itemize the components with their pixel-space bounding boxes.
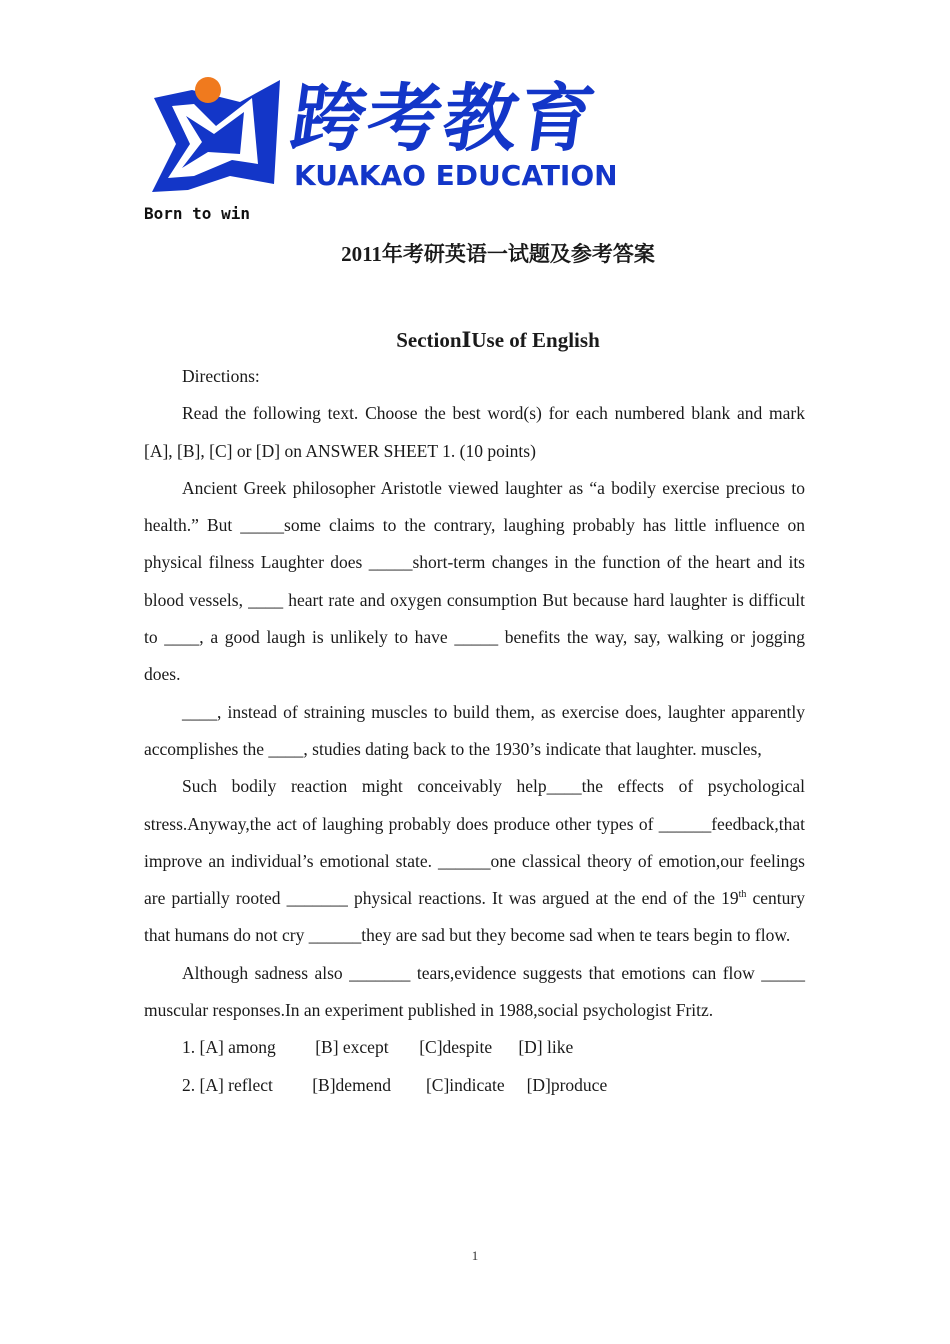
document-title: 2011年考研英语一试题及参考答案 [341, 242, 655, 266]
paragraph-2: ____, instead of straining muscles to build them, as exercise does, laughter apparently accomplishes the ____, studies dating back to the 1930’s indicate that laughter. muscles, [144, 701, 805, 759]
paragraph-1: Ancient Greek philosopher Aristotle viewed laughter as “a bodily exercise precious to health.” But _____some claims to the contrary, laughing probably has little influence on physical filness Laughter does _____short-term changes in the function of the heart and its blood vessels, ____ heart rate and oxygen consumption But because hard laughter is difficult to ____, a good laugh is unlikely to have _____ benefits the way, say, walking or jogging does. [144, 477, 805, 685]
logo-chinese-text: 跨考教育 [285, 76, 602, 162]
paragraph-3-part-a: Such bodily reaction might conceivably help____the effects of psychological stress.Anyway,the act of laughing probably does produce other types of ______feedback,that improve an individual’s emotional state. ______one classical theory of emotion,our feelings are partially rooted _______ physical reactions. It was argued at the end of the 19 [144, 776, 805, 909]
document-body [144, 358, 805, 1104]
superscript-th: th [738, 889, 747, 901]
logo-english-text: KUAKAO EDUCATION [294, 159, 618, 192]
tagline: Born to win [144, 204, 250, 223]
kuakao-logo [148, 72, 618, 196]
kuakao-emblem-icon [148, 72, 288, 196]
section-title: SectionⅠUse of English [396, 328, 600, 352]
directions-label: Directions: [182, 366, 260, 386]
paragraph-3 [144, 768, 805, 954]
paragraph-3-part-b: century that humans do not cry ______they are sad but they become sad when te tears begin to flow. [144, 888, 805, 946]
paragraph-instructions: Read the following text. Choose the best word(s) for each numbered blank and mark [A], [B], [C] or [D] on ANSWER SHEET 1. (10 points) [144, 403, 805, 461]
page-number: 1 [471, 1248, 479, 1263]
option-row-1: 1. [A] among [B] except [C]despite [D] like [182, 1037, 574, 1058]
option-row-2: 2. [A] reflect [B]demend [C]indicate [D]produce [182, 1074, 608, 1095]
paragraph-4: Although sadness also _______ tears,evidence suggests that emotions can flow _____ muscular responses.In an experiment published in 1988,social psychologist Fritz. [144, 962, 805, 1021]
